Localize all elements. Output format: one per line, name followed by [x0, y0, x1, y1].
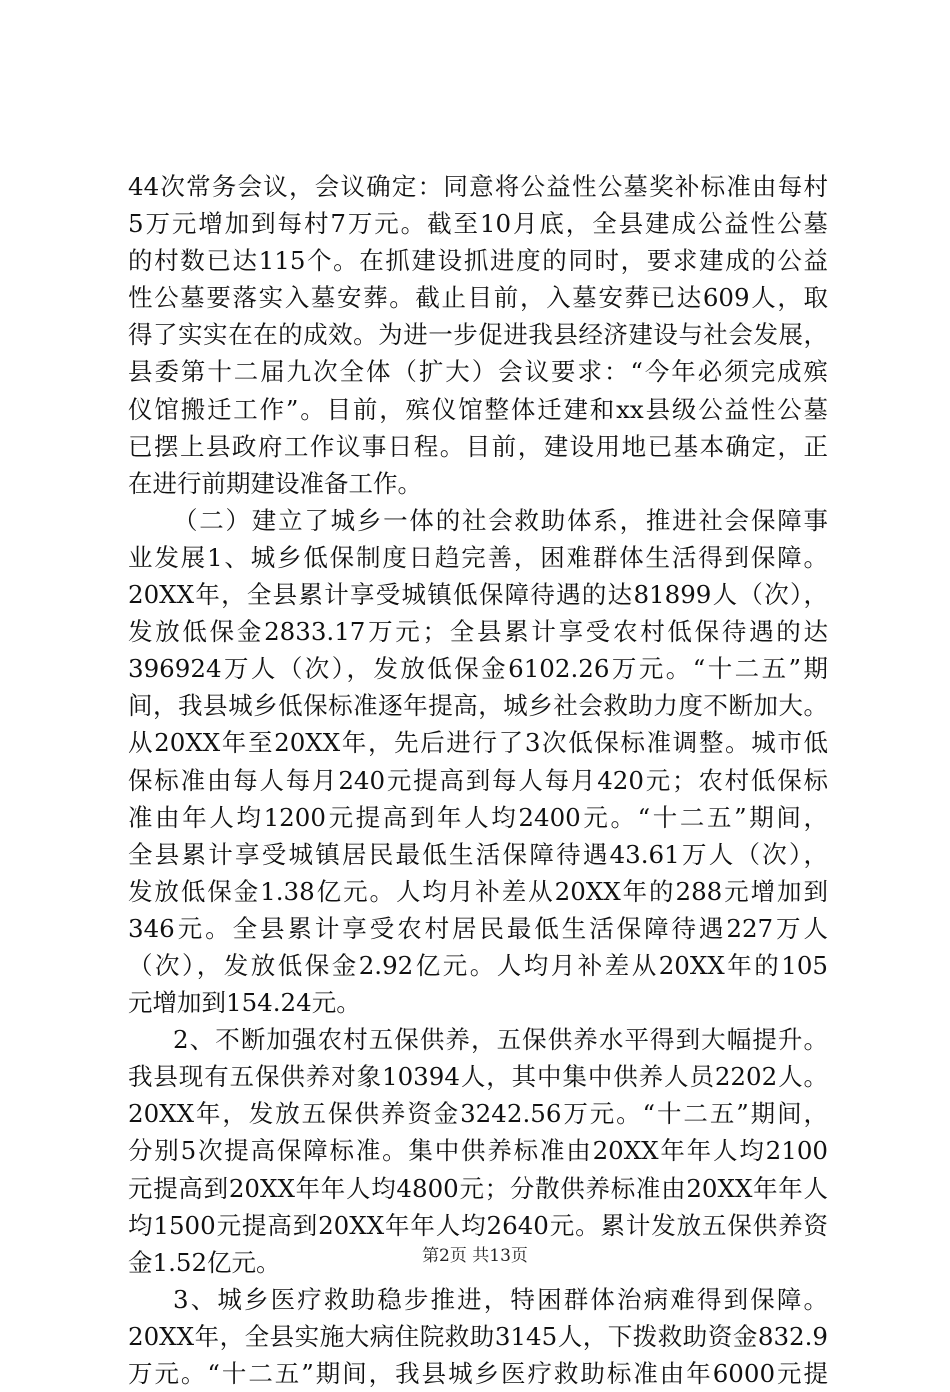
- text-line: 20XX年，全县实施大病住院救助3145人，下拨救助资金832.9: [128, 1321, 828, 1351]
- text-line: 准由年人均1200元提高到年人均2400元。“十二五”期间，: [128, 802, 828, 832]
- page-footer: [0, 1241, 950, 1266]
- text-line: 2、不断加强农村五保供养，五保供养水平得到大幅提升。: [173, 1025, 828, 1055]
- text-line: 396924万人（次），发放低保金6102.26万元。“十二五”期: [128, 654, 828, 684]
- text-line: 346元。全县累计享受农村居民最低生活保障待遇227万人: [128, 913, 828, 943]
- text-line: （二）建立了城乡一体的社会救助体系，推进社会保障事: [173, 505, 828, 535]
- page-number-label: 第2页 共13页: [422, 1246, 528, 1266]
- text-line: 县委第十二届九次全体（扩大）会议要求：“今年必须完成殡: [128, 357, 828, 387]
- text-line: 5万元增加到每村7万元。截至10月底，全县建成公益性公墓: [128, 209, 828, 239]
- text-line: 性公墓要落实入墓安葬。截止目前，入墓安葬已达609人，取: [128, 283, 828, 313]
- text-line: 元提高到20XX年年人均4800元；分散供养标准由20XX年年人: [128, 1173, 828, 1203]
- text-line: 发放低保金1.38亿元。人均月补差从20XX年的288元增加到: [128, 876, 828, 906]
- text-line: 的村数已达115个。在抓建设抓进度的同时，要求建成的公益: [128, 246, 828, 276]
- text-line: 金1.52亿元。: [128, 1247, 281, 1277]
- text-line: 发放低保金2833.17万元；全县累计享受农村低保待遇的达: [128, 617, 828, 647]
- text-line: 得了实实在在的成效。为进一步促进我县经济建设与社会发展，: [128, 320, 828, 350]
- text-line: 从20XX年至20XX年，先后进行了3次低保标准调整。城市低: [128, 728, 828, 758]
- text-line: （次），发放低保金2.92亿元。人均月补差从20XX年的105: [128, 950, 828, 980]
- text-line: 20XX年，发放五保供养资金3242.56万元。“十二五”期间，: [128, 1099, 828, 1129]
- text-line: 全县累计享受城镇居民最低生活保障待遇43.61万人（次），: [128, 839, 828, 869]
- text-line: 在进行前期建设准备工作。: [128, 468, 422, 498]
- text-line: 保标准由每人每月240元提高到每人每月420元；农村低保标: [128, 765, 828, 795]
- text-line: 20XX年，全县累计享受城镇低保障待遇的达81899人（次），: [128, 580, 828, 610]
- text-line: 仪馆搬迁工作”。目前，殡仪馆整体迁建和xx县级公益性公墓: [128, 394, 828, 424]
- text-line: 44次常务会议，会议确定：同意将公益性公墓奖补标准由每村: [128, 172, 828, 201]
- document-body: [128, 168, 828, 1392]
- text-line: 已摆上县政府工作议事日程。目前，建设用地已基本确定，正: [128, 431, 828, 461]
- text-line: 业发展1、城乡低保制度日趋完善，困难群体生活得到保障。: [128, 542, 828, 572]
- text-line: 间，我县城乡低保标准逐年提高，城乡社会救助力度不断加大。: [128, 691, 828, 721]
- text-line: 万元。“十二五”期间，我县城乡医疗救助标准由年6000元提: [128, 1359, 828, 1388]
- text-line: 均1500元提高到20XX年年人均2640元。累计发放五保供养资: [128, 1210, 828, 1240]
- text-line: 分别5次提高保障标准。集中供养标准由20XX年年人均2100: [128, 1136, 828, 1166]
- text-line: 元增加到154.24元。: [128, 988, 361, 1018]
- text-line: 3、城乡医疗救助稳步推进，特困群体治病难得到保障。: [173, 1284, 828, 1314]
- text-line: 我县现有五保供养对象10394人，其中集中供养人员2202人。: [128, 1062, 828, 1092]
